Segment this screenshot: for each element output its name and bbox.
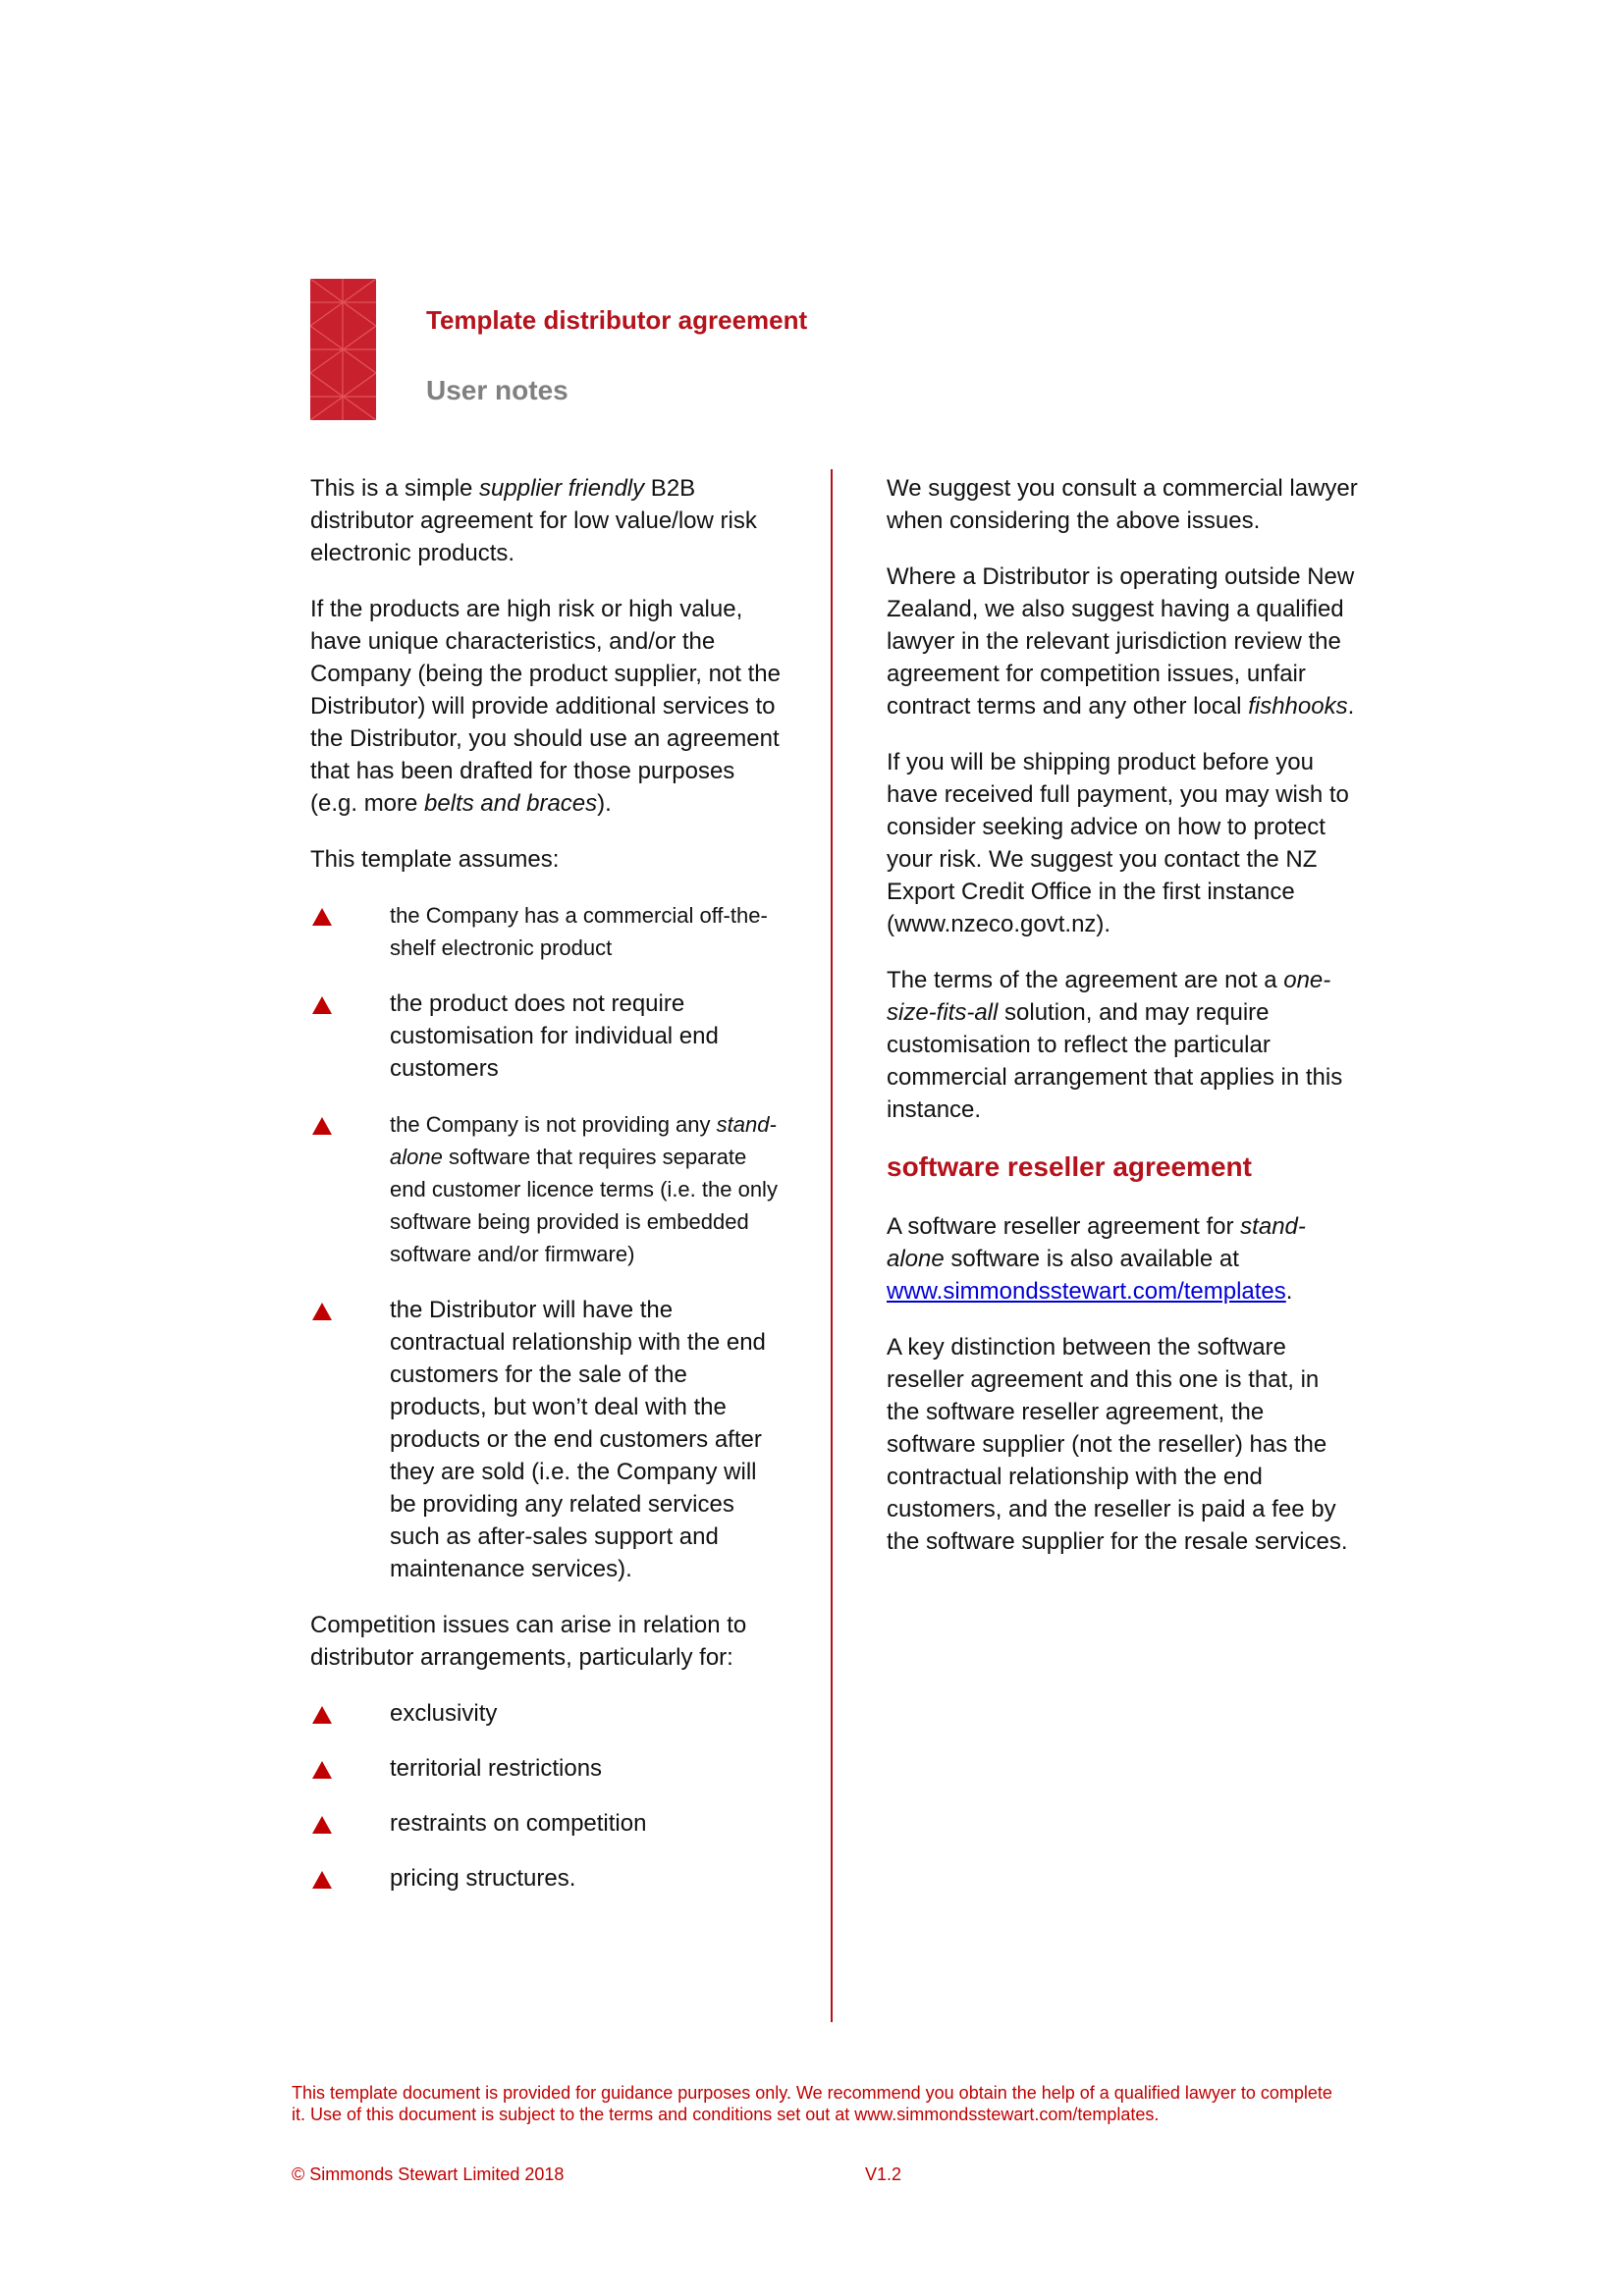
list-item: the Company has a commercial off-the-shelf electronic product	[310, 899, 782, 964]
triangle-bullet-icon	[312, 1871, 332, 1889]
consult-paragraph: We suggest you consult a commercial lawyer when considering the above issues.	[887, 475, 1358, 534]
triangle-bullet-icon	[312, 1706, 332, 1724]
emphasis-text: belts and braces	[424, 790, 598, 817]
footer-copyright: © Simmonds Stewart Limited 2018	[292, 2164, 565, 2184]
triangle-bullet-icon	[312, 1117, 332, 1135]
emphasis-text: one-size-fits-all	[887, 967, 1331, 1026]
list-item: exclusivity	[310, 1697, 782, 1730]
emphasis-text: stand-alone	[390, 1112, 777, 1169]
emphasis-text: supplier friendly	[479, 475, 645, 502]
section-heading: software reseller agreement	[887, 1151, 1252, 1182]
overseas-paragraph: Where a Distributor is operating outside New Zealand, we also suggest having a qualified lawyer in the relevant jurisdiction review the agreement for competition issues, unfair contract terms and any other local fishhooks.	[887, 563, 1355, 720]
intro-paragraph: This is a simple supplier friendly B2B distributor agreement for low value/low risk electronic products.	[310, 475, 757, 566]
emphasis-text: stand-alone	[887, 1213, 1306, 1272]
list-item: the product does not require customisation for individual end customers	[310, 988, 782, 1085]
distinction-paragraph: A key distinction between the software reseller agreement and this one is that, in the software reseller agreement, the software supplier (not the reseller) has the contractual relationship with the end customers, and the reseller is paid a fee by the software supplier for the resale services.	[887, 1334, 1348, 1555]
competition-paragraph: Competition issues can arise in relation to distributor arrangements, particularly for:	[310, 1612, 747, 1671]
triangle-bullet-icon	[312, 1761, 332, 1779]
list-item: the Company is not providing any stand-alone software that requires separate end customer licence terms (i.e. the only software being provided is embedded software and/or firmware)	[310, 1108, 782, 1270]
terms-paragraph: The terms of the agreement are not a one-size-fits-all solution, and may require customisation to reflect the particular commercial arrangement that applies in this instance.	[887, 967, 1343, 1123]
footer-version: V1.2	[865, 2164, 902, 2184]
templates-link[interactable]: www.simmondsstewart.com/templates	[887, 1278, 1286, 1305]
list-item: pricing structures.	[310, 1862, 782, 1895]
document-title: Template distributor agreement	[426, 305, 808, 335]
left-column	[310, 472, 782, 1918]
column-divider	[831, 469, 833, 2022]
right-column	[887, 472, 1358, 1581]
list-item: territorial restrictions	[310, 1752, 782, 1785]
brand-logo	[310, 279, 376, 420]
emphasis-text: fishhooks	[1248, 693, 1348, 720]
payment-paragraph: If you will be shipping product before you have received full payment, you may wish to consider seeking advice on how to protect your risk. We suggest you contact the NZ Export Credit Office in the first instance (www.nzeco.govt.nz).	[887, 749, 1349, 937]
triangle-bullet-icon	[312, 996, 332, 1014]
triangle-bullet-icon	[312, 908, 332, 926]
triangle-bullet-icon	[312, 1303, 332, 1320]
list-item: the Distributor will have the contractual relationship with the end customers for the sale of the products, but won’t deal with the products or the end customers after they are sold (i.e. the Company will be providing any related services such as after-sales support and maintenance services).	[310, 1294, 782, 1585]
assumptions-intro: This template assumes:	[310, 846, 560, 873]
high-risk-paragraph: If the products are high risk or high value, have unique characteristics, and/or the Company (being the product supplier, not the Distributor) will provide additional services to the Distributor, you should use an agreement that has been drafted for those purposes (e.g. more belts and braces).	[310, 596, 781, 817]
reseller-paragraph: A software reseller agreement for stand-alone software is also available at www.simmondsstewart.com/templates.	[887, 1213, 1306, 1305]
assumptions-list	[310, 899, 782, 1585]
triangle-bullet-icon	[312, 1816, 332, 1834]
document-subtitle: User notes	[426, 375, 568, 405]
list-item: restraints on competition	[310, 1807, 782, 1840]
competition-issues-list	[310, 1697, 782, 1895]
footer-disclaimer: This template document is provided for guidance purposes only. We recommend you obtain the help of a qualified lawyer to complete it. Use of this document is subject to the terms and conditions set out at www.simmondsstewart.com/templates.	[292, 2083, 1332, 2124]
